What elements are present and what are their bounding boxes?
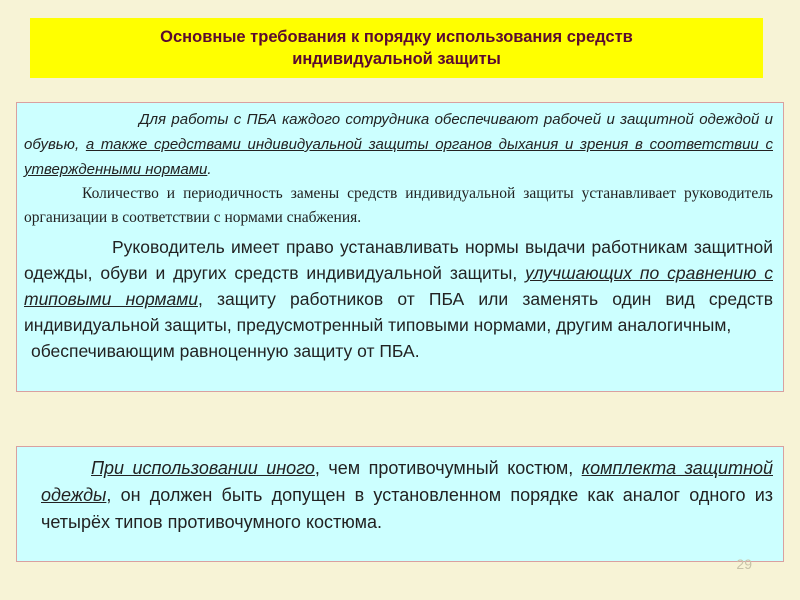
page-number: 29: [736, 556, 752, 572]
paragraph-equipment: [24, 107, 773, 182]
paragraph-manager-underlined: улучшающих по сравнению с типовыми нормами: [24, 263, 773, 309]
paragraph-equivalent-protection: обеспечивающим равноценную защиту от ПБА.: [31, 341, 420, 361]
paragraph-equipment-end: .: [207, 161, 212, 178]
requirements-textbox: [16, 102, 784, 392]
title-line-2: индивидуальной защиты: [292, 50, 501, 68]
paragraph-manager-rights: [24, 234, 773, 338]
paragraph-alternative-suit: [41, 455, 773, 536]
paragraph-manager-text-c: , защиту работников от ПБА или заменять один вид средств индивидуальной защиты, предусмотренный типовыми нормами, другим аналогичным,: [24, 289, 773, 335]
paragraph-replacement-text: Количество и периодичность замены средств индивидуальной защиты устанавливает руководитель организации в соответствии с нормами снабжения.: [24, 185, 773, 226]
alternative-suit-text-2: , чем противочумный костюм,: [314, 458, 582, 478]
paragraph-manager-text-a: Руководитель имеет право устанавливать нормы выдачи работникам защитной одежды, обуви и других средств индивидуальной защиты,: [24, 237, 773, 283]
slide-title: [30, 18, 763, 78]
title-line-1: Основные требования к порядку использования средств: [160, 28, 633, 46]
alternative-suit-text-4: , он должен быть допущен в установленном порядке как аналог одного из четырёх типов противочумного костюма.: [41, 485, 773, 532]
paragraph-equipment-text-a: Для работы с ПБА каждого сотрудника обеспечивают рабочей и защитной одеждой и обувью,: [24, 111, 773, 153]
paragraph-replacement: [24, 182, 773, 230]
alternative-suit-textbox: [16, 446, 784, 562]
alternative-suit-underlined-2: комплекта защитной одежды: [41, 458, 773, 505]
alternative-suit-underlined-1: При использовании иного: [91, 458, 315, 478]
paragraph-equipment-underlined: а также средствами индивидуальной защиты органов дыхания и зрения в соответствии с утвержденными нормами: [24, 136, 773, 178]
